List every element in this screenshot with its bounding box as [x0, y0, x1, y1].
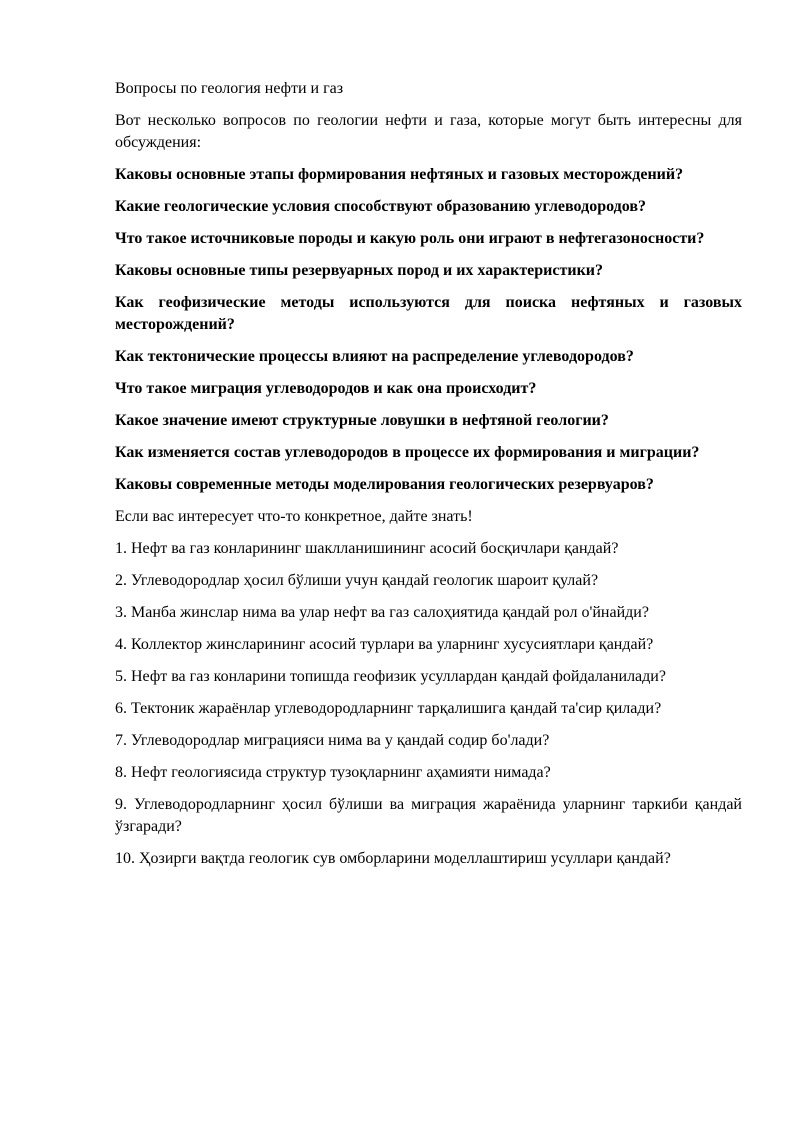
question-ru-10: Каковы современные методы моделирования геологических резервуаров? [115, 476, 654, 493]
question-uz-9: 9. Углеводородларнинг ҳосил бўлиши ва миграция жараёнида уларнинг таркиби қандай ўзгаради? [115, 796, 742, 835]
question-uz-6: 6. Тектоник жараёнлар углеводородларнинг тарқалишига қандай та'сир қилади? [115, 700, 662, 717]
document-page [115, 78, 742, 880]
closing-paragraph: Если вас интересует что-то конкретное, дайте знать! [115, 508, 473, 525]
question-uz-1: 1. Нефт ва газ конларининг шаклланишининг асосий босқичлари қандай? [115, 540, 619, 557]
question-ru-3: Что такое источниковые породы и какую роль они играют в нефтегазоносности? [115, 230, 705, 247]
question-uz-2: 2. Углеводородлар ҳосил бўлиши учун қандай геологик шароит қулай? [115, 572, 599, 589]
question-uz-7: 7. Углеводородлар миграцияси нима ва у қандай содир бo'лади? [115, 732, 550, 749]
question-ru-5: Как геофизические методы используются для поиска нефтяных и газовых месторождений? [115, 294, 742, 333]
question-ru-1: Каковы основные этапы формирования нефтяных и газовых месторождений? [115, 166, 684, 183]
question-uz-5: 5. Нефт ва газ конларини топишда геофизик усуллардан қандай фойдаланилади? [115, 668, 666, 685]
intro-paragraph: Вот несколько вопросов по геологии нефти и газа, которые могут быть интересны для обсуждения: [115, 112, 742, 151]
question-uz-3: 3. Манба жинслар нима ва улар нефт ва газ салоҳиятида қандай рол o'йнайди? [115, 604, 649, 621]
question-ru-2: Какие геологические условия способствуют образованию углеводородов? [115, 198, 646, 215]
question-ru-4: Каковы основные типы резервуарных пород и их характеристики? [115, 262, 604, 279]
question-uz-4: 4. Коллектор жинсларининг асосий турлари ва уларнинг хусусиятлари қандай? [115, 636, 654, 653]
question-uz-8: 8. Нефт геологиясида структур тузоқларнинг аҳамияти нимада? [115, 764, 551, 781]
document-title: Вопросы по геология нефти и газ [115, 80, 344, 97]
question-ru-7: Что такое миграция углеводородов и как она происходит? [115, 380, 537, 397]
question-uz-10: 10. Ҳозирги вақтда геологик сув омборларини моделлаштириш усуллари қандай? [115, 850, 671, 867]
question-ru-9: Как изменяется состав углеводородов в процессе их формирования и миграции? [115, 444, 700, 461]
question-ru-8: Какое значение имеют структурные ловушки в нефтяной геологии? [115, 412, 609, 429]
question-ru-6: Как тектонические процессы влияют на распределение углеводородов? [115, 348, 634, 365]
